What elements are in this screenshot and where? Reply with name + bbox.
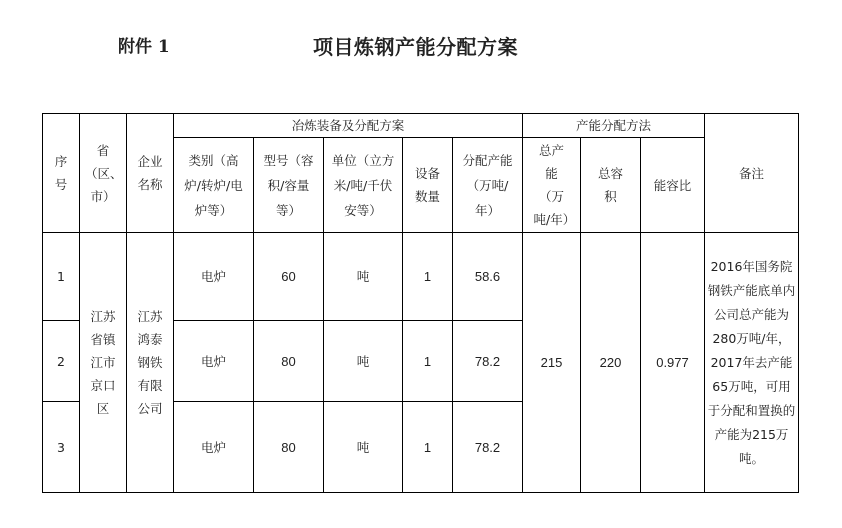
total-capacity-cell: 215 — [523, 233, 581, 493]
province-cell: 江苏省镇江市京口区 — [80, 233, 127, 493]
header-type: 类别（高炉/转炉/电炉等） — [174, 138, 254, 233]
header-company: 企业名称 — [127, 114, 174, 233]
header-total-volume: 总容积 — [581, 138, 641, 233]
row-qty: 1 — [403, 402, 453, 493]
row-unit: 吨 — [324, 321, 403, 402]
header-equipment-group: 冶炼装备及分配方案 — [174, 114, 523, 138]
header-alloc: 分配产能（万吨/年） — [453, 138, 523, 233]
header-model: 型号（容积/容量等） — [254, 138, 324, 233]
document-title: 项目炼钢产能分配方案 — [313, 35, 518, 59]
table-row — [43, 233, 799, 321]
header-ratio: 能容比 — [641, 138, 705, 233]
row-seq: 1 — [43, 233, 80, 321]
row-type: 电炉 — [174, 233, 254, 321]
ratio-cell: 0.977 — [641, 233, 705, 493]
row-type: 电炉 — [174, 321, 254, 402]
header-note: 备注 — [705, 114, 799, 233]
row-alloc: 58.6 — [453, 233, 523, 321]
capacity-allocation-table — [42, 113, 799, 493]
row-alloc: 78.2 — [453, 402, 523, 493]
header-total-capacity: 总产能（万吨/年） — [523, 138, 581, 233]
row-model: 80 — [254, 402, 324, 493]
header-unit: 单位（立方米/吨/千伏安等） — [324, 138, 403, 233]
header-method-group: 产能分配方法 — [523, 114, 705, 138]
row-unit: 吨 — [324, 233, 403, 321]
row-unit: 吨 — [324, 402, 403, 493]
row-model: 80 — [254, 321, 324, 402]
attachment-label: 附件 1 — [118, 37, 170, 57]
header-row-group — [43, 114, 799, 138]
row-alloc: 78.2 — [453, 321, 523, 402]
row-qty: 1 — [403, 233, 453, 321]
header-province: 省（区、市） — [80, 114, 127, 233]
row-qty: 1 — [403, 321, 453, 402]
company-cell: 江苏鸿泰钢铁有限公司 — [127, 233, 174, 493]
note-cell: 2016年国务院钢铁产能底单内公司总产能为280万吨/年，2017年去产能65万吨，可用于分配和置换的产能为215万吨。 — [705, 233, 799, 493]
row-model: 60 — [254, 233, 324, 321]
row-type: 电炉 — [174, 402, 254, 493]
row-seq: 3 — [43, 402, 80, 493]
header-qty: 设备数量 — [403, 138, 453, 233]
row-seq: 2 — [43, 321, 80, 402]
header-seq: 序号 — [43, 114, 80, 233]
total-volume-cell: 220 — [581, 233, 641, 493]
